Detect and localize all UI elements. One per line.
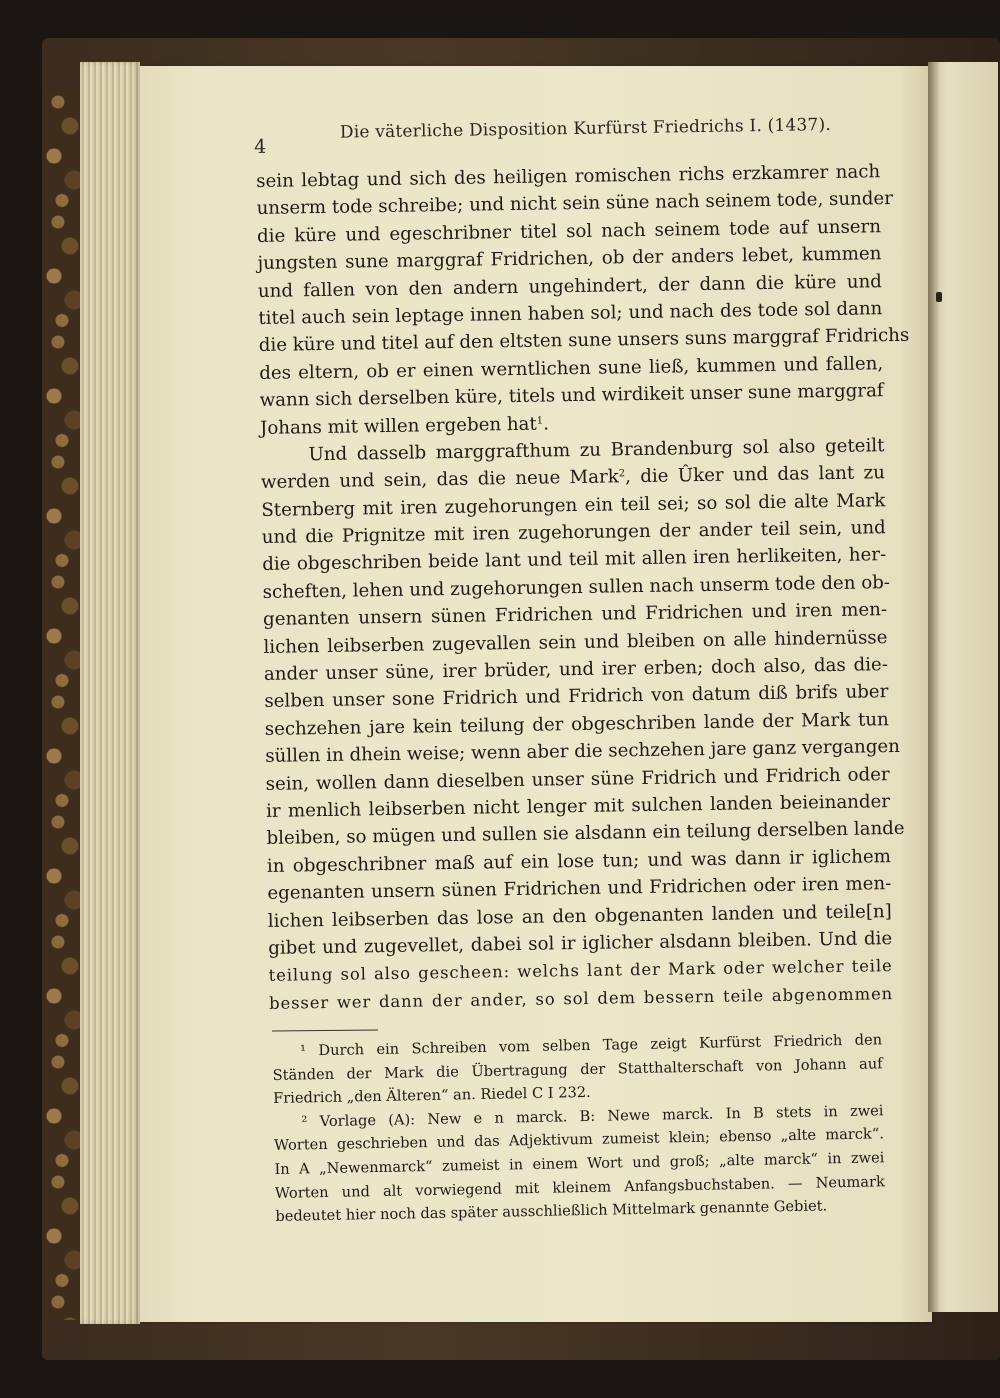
text-line: in obgeschribner maß auf ein lose tun; und was dann ir iglichem: [266, 845, 892, 877]
text-fragment: Johans mit willen ergeben hat: [259, 413, 537, 439]
footnote-line: Ständen der Mark die Übertragung der Statthalterschaft von Johann auf: [272, 1054, 883, 1084]
gutter-shadow: [928, 62, 940, 1312]
text-line: egenanten unsern sünen Fridrichen und Fridrichen oder iren men-: [267, 873, 892, 905]
text-line: die küre und egeschribner titel sol nach seinem tode auf unsern: [256, 215, 882, 247]
text-fragment: , die Ûker und das lant zu: [624, 462, 886, 488]
footnote-line: Worten und alt vorwiegend mit kleinem Anfangsbuchstaben. — Neumark: [274, 1172, 885, 1202]
text-line: lichen leibserben das lose an den obgenanten landen und teile[n]: [267, 900, 892, 932]
text-line: bleiben, so mügen und sullen sie alsdann ein teilung derselben lande: [266, 818, 905, 850]
text-line: teilung sol also gescheen: welchs lant der Mark oder welcher teile: [268, 956, 893, 986]
page-stack-edges: [80, 62, 140, 1324]
text-line: des eltern, ob er einen werntlichen sune ließ, kummen und fallen,: [259, 352, 884, 384]
footnote-line: In A „Newenmarck“ zumeist in einem Wort und groß; „alte marck“ in zwei: [274, 1149, 885, 1178]
text-line: Johans mit willen ergeben hat$^1$.: [259, 412, 550, 439]
text-line: die obgeschriben beide lant und teil mit allen iren herlikeiten, her-: [262, 544, 887, 576]
text-line: Sternberg mit iren zugehorungen ein teil sei; so sol die alte Mark: [261, 489, 886, 521]
text-line: sechzehen jare kein teilung der obgeschriben lande der Mark tun: [264, 708, 889, 740]
text-line: und fallen von den andern ungehindert, der dann die küre und: [257, 270, 883, 302]
text-fragment: werden und sein, das die neue Mark: [260, 466, 619, 494]
text-line: ander unser süne, irer brüder, und irer erben; doch also, das die-: [263, 654, 889, 685]
text-line: und die Prignitze mit iren zugehorungen der ander teil sein, und: [261, 517, 886, 549]
binding-thread-mark: [936, 292, 942, 302]
text-line: gibet und zugevellet, dabei sol ir iglicher alsdann bleiben. Und die: [268, 928, 893, 959]
text-line: die küre und titel auf den eltsten sune unsers suns marggraf Fridrichs: [258, 325, 910, 357]
text-line: wann sich derselben küre, titels und wirdikeit unser sune marggraf: [259, 380, 884, 412]
text-line: sein lebtag und sich des heiligen romischen richs erzkamrer nach: [256, 161, 881, 192]
text-line: besser wer dann der ander, so sol dem bessern teile abgenommen: [268, 983, 894, 1013]
page-number: 4: [253, 135, 267, 158]
running-title: Die väterliche Disposition Kurfürst Friedrichs I. (1437).: [339, 114, 832, 143]
text-line: selben unser sone Fridrich und Fridrich von datum diß brifs uber: [264, 681, 889, 713]
footnote-line: bedeutet hier noch das später ausschließlich Mittelmark genannte Gebiet.: [275, 1197, 828, 1226]
footnote-marker: 1: [536, 415, 544, 427]
text-line: Und dasselb marggrafthum zu Brandenburg sol also geteilt: [308, 435, 885, 466]
text-line: sein, wollen dann dieselben unser süne Fridrich und Fridrich oder: [265, 763, 890, 795]
text-line: titel auch sein leptage innen haben sol; und nach des tode sol dann: [258, 298, 883, 329]
footnote-line: Worten geschrieben und das Adjektivum zumeist klein; ebenso „alte marck“.: [273, 1125, 885, 1155]
footnote-line: ¹ Durch ein Schreiben vom selben Tage zeigt Kurfürst Friedrich den: [300, 1031, 883, 1060]
text-line: süllen in dhein weise; wenn aber die sechzehen jare ganz vergangen: [265, 736, 901, 768]
footnote-line: Friedrich „den Älteren“ an. Riedel C I 232.: [272, 1084, 591, 1108]
body-text: [256, 158, 910, 1017]
text-line: scheften, lehen und zugehorungen sullen nach unserm tode den ob-: [262, 571, 891, 603]
text-line: ir menlich leibserben nicht lenger mit sulchen landen beieinander: [265, 791, 891, 822]
footnotes: [272, 1028, 886, 1228]
footnote-marker: 2: [618, 468, 626, 480]
text-line: jungsten sune marggraf Fridrichen, ob der anders lebet, kummen: [257, 243, 882, 275]
text-line: lichen leibserben zugevallen sein und bleiben on alle hindernüsse: [263, 626, 888, 658]
footnote-line: ² Vorlage (A): New e n marck. B: Newe marck. In B stets in zwei: [301, 1102, 884, 1131]
text-line: genanten unsern sünen Fridrichen und Fridrichen und iren men-: [262, 599, 888, 631]
text-line: unserm tode schreibe; und nicht sein süne nach seinem tode, sunder: [256, 188, 894, 220]
